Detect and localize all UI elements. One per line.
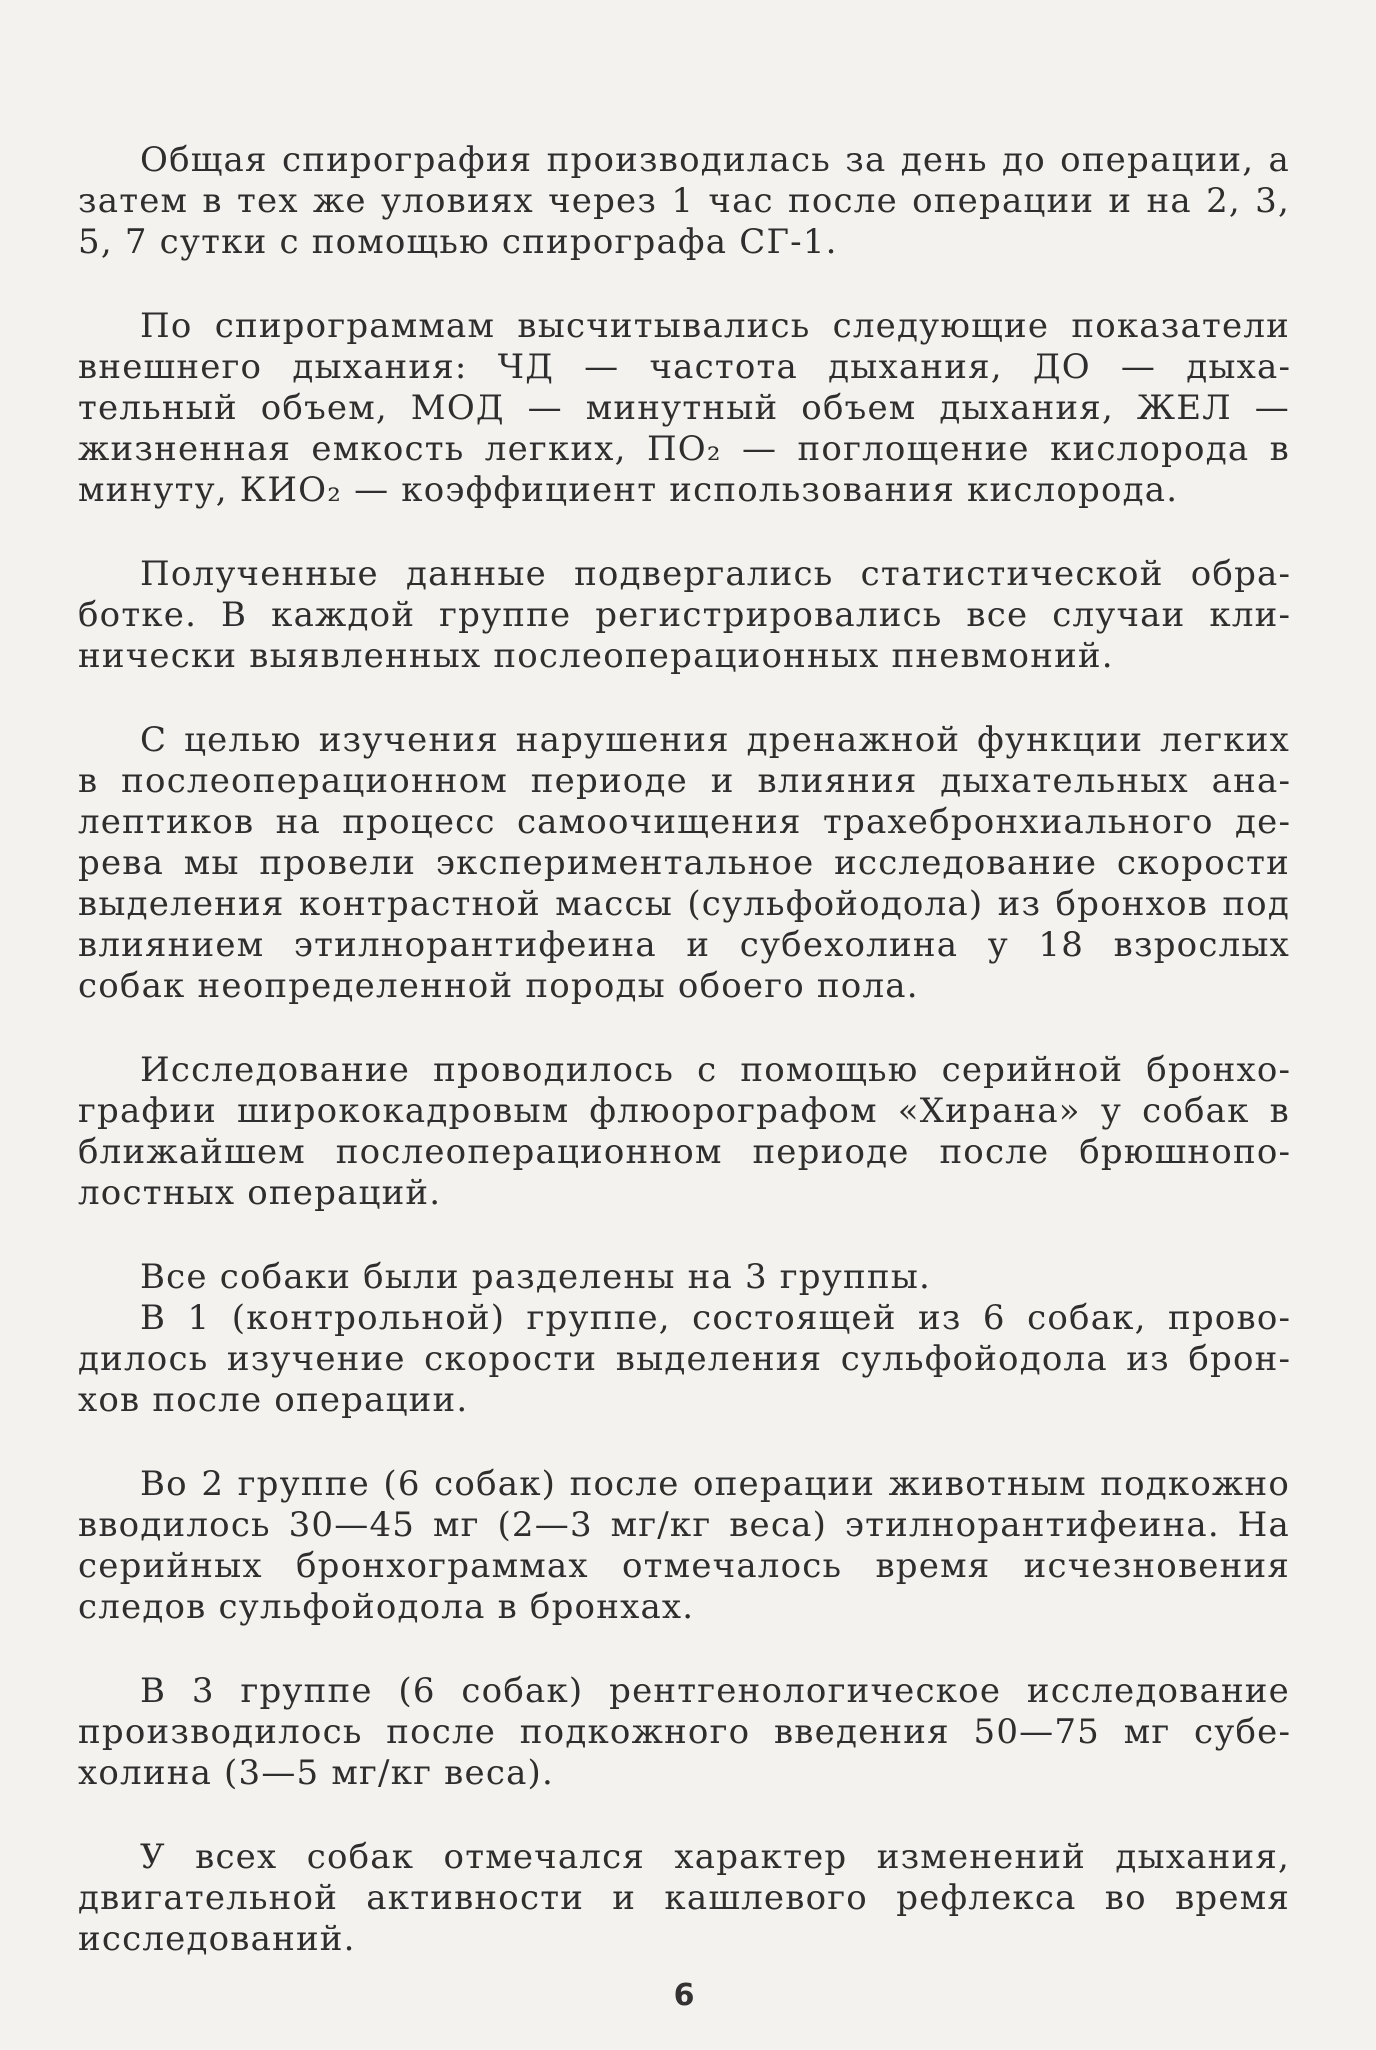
page-number: 6 — [673, 1978, 695, 2013]
paragraph-group-1: В 1 (контрольной) группе, состоящей из 6 собак, проводилось изучение скорости выделения сульфойодола из бронхов после операции. — [78, 1298, 1290, 1420]
paragraph-indicators: По спирограммам высчитывались следующие показатели внешнего дыхания: ЧД — частота дыхания, ДО — дыхательный объем, МОД — минутный объем дыхания, ЖЕЛ — жизненная емкость легких, ПО₂ — поглощение кислорода в минуту, КИО₂ — коэффициент использования кислорода. — [78, 306, 1290, 510]
paragraph-experiment: С целью изучения нарушения дренажной функции легких в послеоперационном периоде и влияния дыхательных аналептиков на процесс самоочищения трахебронхиального дерева мы провели экспериментальное исследование скорости выделения контрастной массы (сульфойодола) из бронхов под влиянием этилнорантифеина и субехолина у 18 взрослых собак неопределенной породы обоего пола. — [78, 720, 1290, 1006]
paragraph-groups: Все собаки были разделены на 3 группы. — [140, 1257, 931, 1297]
paragraph-spirography: Общая спирография производилась за день до операции, а затем в тех же уловиях через 1 час после операции и на 2, 3, 5, 7 сутки с помощью спирографа СГ-1. — [78, 140, 1290, 262]
document-page — [78, 140, 1290, 2020]
paragraph-group-3: В 3 группе (6 собак) рентгенологическое исследование производилось после подкожного введения 50—75 мг субехолина (3—5 мг/кг веса). — [78, 1671, 1290, 1793]
paragraph-group-2: Во 2 группе (6 собак) после операции животным подкожно вводилось 30—45 мг (2—3 мг/кг веса) этилнорантифеина. На серийных бронхограммах отмечалось время исчезновения следов сульфойодола в бронхах. — [78, 1464, 1290, 1627]
paragraph-observations: У всех собак отмечался характер изменений дыхания, двигательной активности и кашлевого рефлекса во время исследований. — [78, 1837, 1290, 1959]
paragraph-statistics: Полученные данные подвергались статистической обработке. В каждой группе регистрировались все случаи клинически выявленных послеоперационных пневмоний. — [78, 554, 1290, 676]
paragraph-bronchography: Исследование проводилось с помощью серийной бронхографии ширококадровым флюорографом «Хирана» у собак в ближайшем послеоперационном периоде после брюшнополостных операций. — [78, 1050, 1290, 1213]
